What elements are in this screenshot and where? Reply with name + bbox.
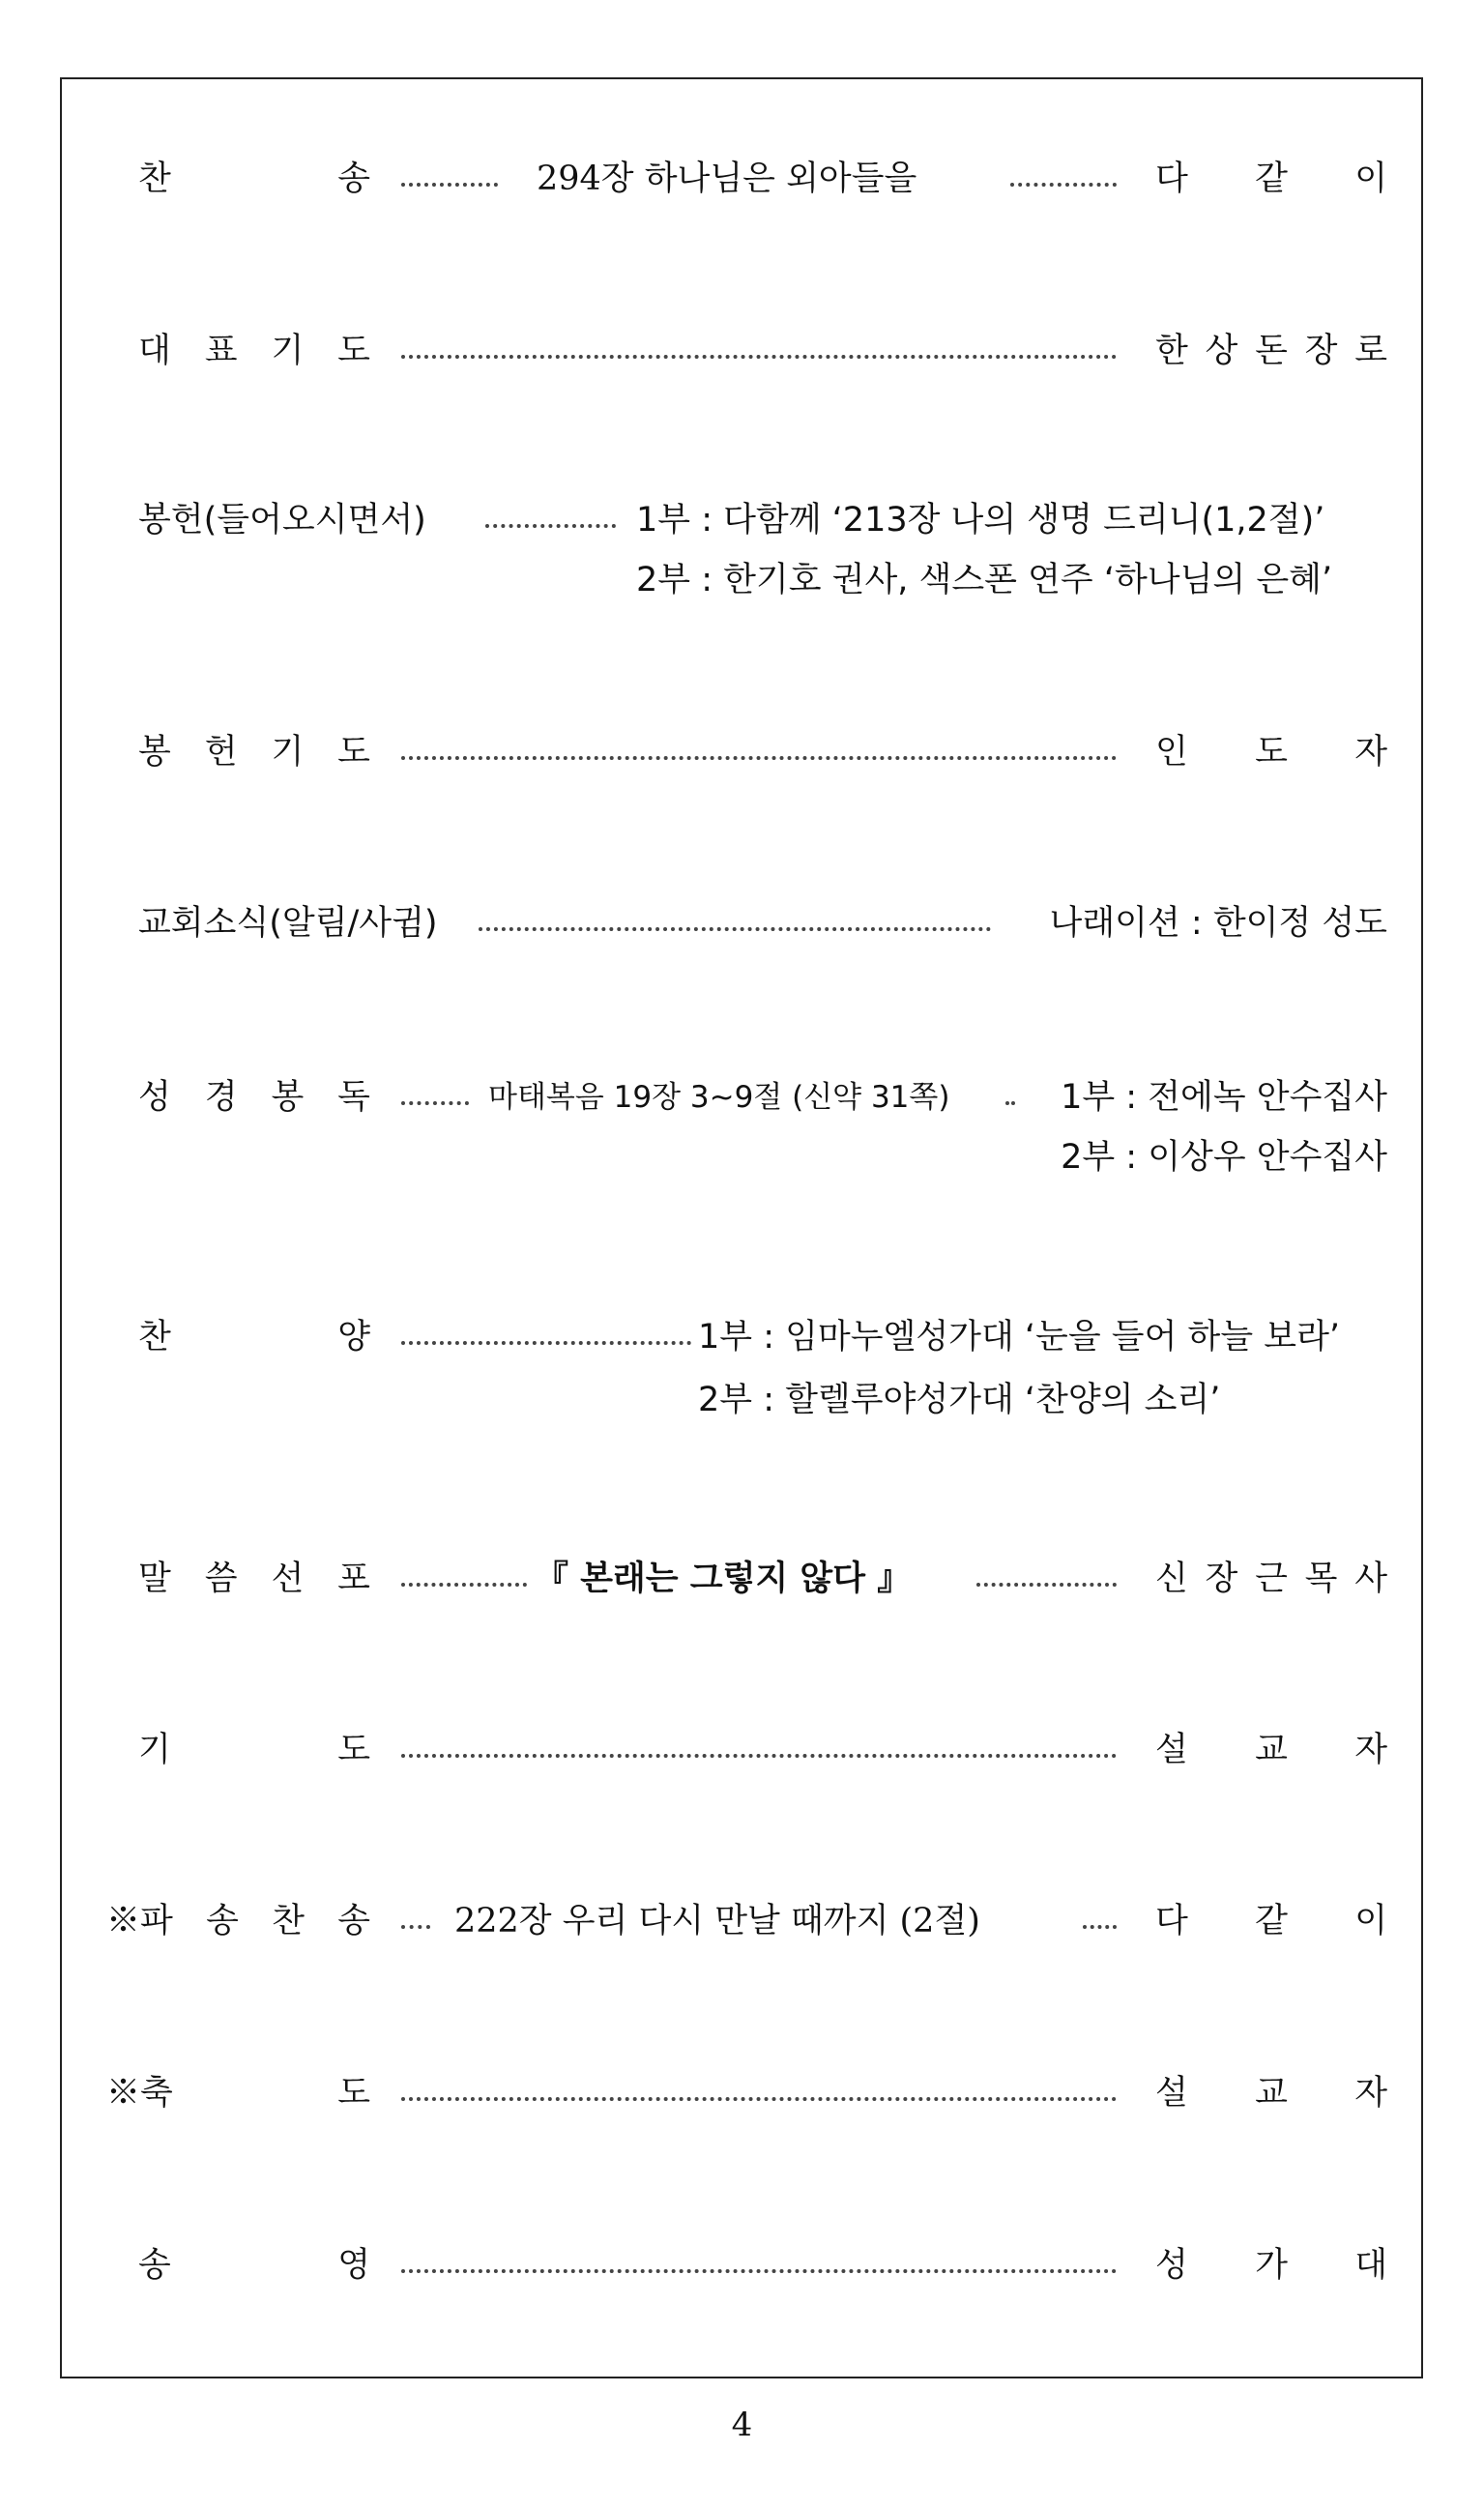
leader-dots: [401, 1754, 1117, 1758]
item-performer: 한 상 돈 장 로: [1155, 332, 1387, 370]
leader-dots: [401, 756, 1117, 760]
scripture-passage: 마태복음 19장 3~9절 (신약 31쪽): [488, 1080, 950, 1115]
leader-dots: [401, 355, 1117, 359]
item-benediction: [0, 2064, 1484, 2122]
page-number: 4: [731, 2406, 753, 2444]
item-label: 찬 양: [138, 1318, 370, 1357]
item-offering: [0, 491, 1484, 549]
item-news: [0, 894, 1484, 952]
item-label: 송 영: [138, 2246, 370, 2285]
item-label: 대 표 기 도: [138, 332, 370, 370]
offering-part2: 2부 : 한기호 권사, 색스폰 연주 ‘하나님의 은혜’: [636, 561, 1333, 599]
item-label: 봉 헌 기 도: [138, 733, 370, 772]
item-performer: 나래이션 : 한이정 성도: [1049, 904, 1387, 943]
item-scripture-line2: [0, 1128, 1484, 1186]
item-performer: 다 같 이: [1155, 160, 1387, 198]
item-label: 기 도: [138, 1731, 370, 1769]
item-label: ※축 도: [106, 2074, 370, 2113]
item-performer: 인 도 자: [1155, 733, 1387, 772]
item-performer: 신 장 근 목 사: [1155, 1560, 1387, 1598]
sending-hymn-title: 222장 우리 다시 만날 때까지 (2절): [454, 1902, 980, 1940]
leader-dots: [401, 183, 498, 187]
item-offering-line2: [0, 551, 1484, 609]
leader-dots: [976, 1583, 1117, 1587]
scripture-reader-2: 2부 : 이상우 안수집사: [1061, 1138, 1387, 1177]
item-hymn-opening: [0, 150, 1484, 208]
item-sending-hymn: [0, 1892, 1484, 1950]
item-label: 성 경 봉 독: [138, 1078, 370, 1117]
leader-dots: [1010, 183, 1117, 187]
item-anthem-line2: [0, 1371, 1484, 1429]
item-performer: 설 교 자: [1155, 2074, 1387, 2113]
leader-dots: [401, 1925, 430, 1929]
item-prayer: [0, 322, 1484, 380]
anthem-part1: 1부 : 임마누엘성가대 ‘눈을 들어 하늘 보라’: [698, 1318, 1341, 1357]
item-performer: 설 교 자: [1155, 1731, 1387, 1769]
leader-dots: [401, 1101, 469, 1105]
item-closing-prayer: [0, 1721, 1484, 1779]
item-offering-prayer: [0, 723, 1484, 781]
item-performer: 성 가 대: [1155, 2246, 1387, 2285]
scripture-reader-1: 1부 : 전에녹 안수집사: [1061, 1078, 1387, 1117]
item-label: 말 씀 선 포: [138, 1560, 370, 1598]
leader-dots: [401, 1583, 527, 1587]
leader-dots: [401, 2269, 1117, 2273]
offering-part1: 1부 : 다함께 ‘213장 나의 생명 드리니(1,2절)’: [636, 501, 1325, 540]
sermon-title: 『 본래는 그렇지 않다 』: [535, 1559, 912, 1598]
item-performer: 다 같 이: [1155, 1902, 1387, 1940]
leader-dots: [1083, 1925, 1117, 1929]
program-frame: [60, 77, 1423, 2378]
leader-dots: [401, 2097, 1117, 2101]
item-anthem: [0, 1308, 1484, 1366]
item-sermon: [0, 1550, 1484, 1608]
item-label: 찬 송: [138, 160, 370, 198]
item-label: 봉헌(들어오시면서): [138, 501, 426, 540]
leader-dots: [401, 1341, 691, 1345]
item-label: ※파 송 찬 송: [106, 1902, 370, 1940]
leader-dots: [485, 524, 616, 528]
item-label: 교회소식(알림/사귐): [138, 904, 438, 943]
leader-dots: [479, 927, 991, 931]
anthem-part2: 2부 : 할렐루야성가대 ‘찬양의 소리’: [698, 1381, 1221, 1419]
item-doxology: [0, 2236, 1484, 2294]
item-scripture: [0, 1068, 1484, 1126]
hymn-title: 294장 하나님은 외아들을: [537, 160, 917, 198]
leader-dots: [1005, 1101, 1015, 1105]
